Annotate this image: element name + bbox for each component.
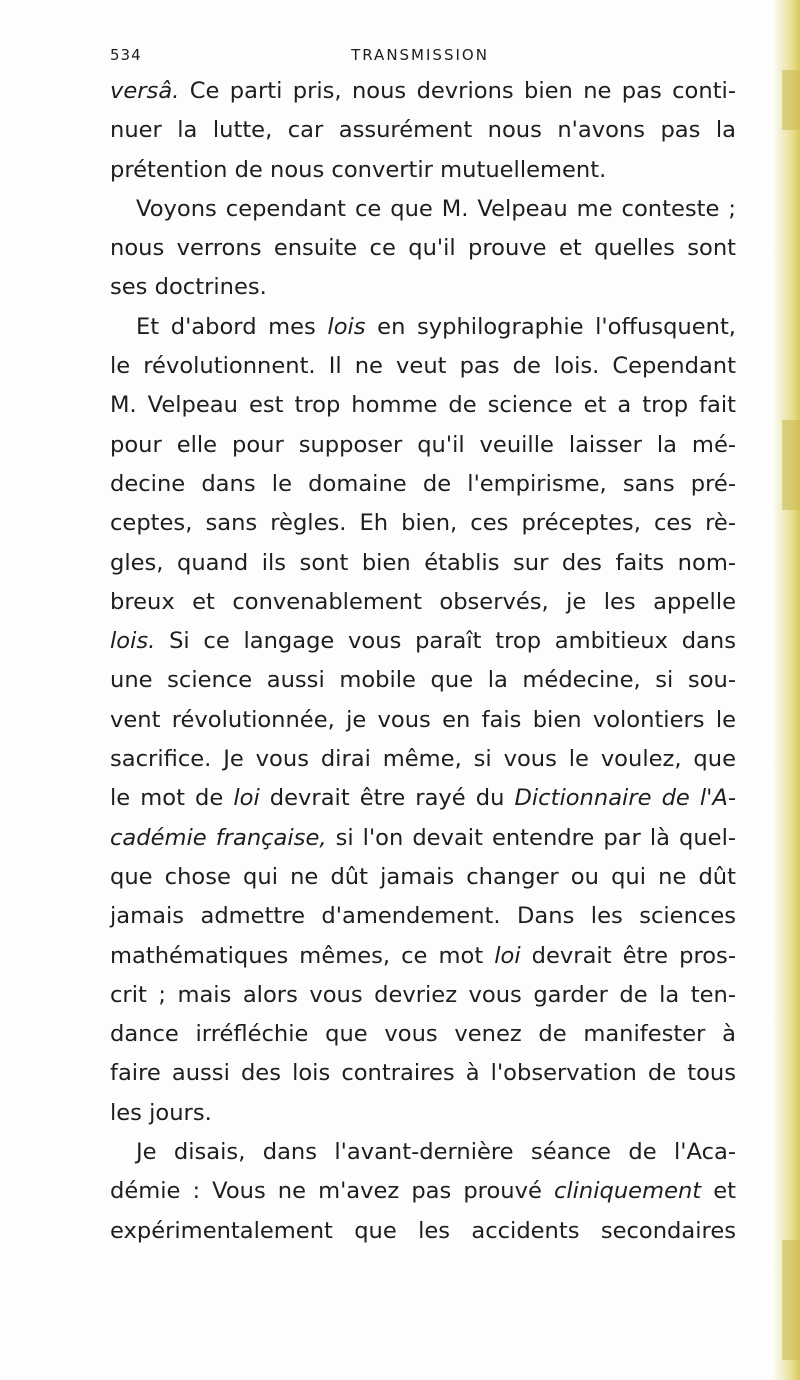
italic-word: lois xyxy=(327,313,366,340)
text-line: Voyons cependant ce que M. Velpeau me conteste ; xyxy=(136,195,736,222)
page-stain xyxy=(782,420,800,510)
body-text xyxy=(110,72,736,1251)
text-line: crit ; mais alors vous devriez vous garder de la ten- xyxy=(110,981,736,1008)
italic-title: Dictionnaire de l'A- xyxy=(514,785,736,812)
text-line: prétention de nous convertir mutuellement. xyxy=(110,156,607,183)
text-line: ceptes, sans règles. Eh bien, ces préceptes, ces rè- xyxy=(110,510,736,537)
page-edge-discoloration xyxy=(772,0,800,1380)
text-line: jamais admettre d'amendement. Dans les sciences xyxy=(110,903,736,930)
text-line: gles, quand ils sont bien établis sur des faits nom- xyxy=(110,549,736,576)
text-line: lois. Si ce langage vous paraît trop ambitieux dans xyxy=(110,628,736,655)
text-line: M. Velpeau est trop homme de science et a trop fait xyxy=(110,392,736,419)
page-stain xyxy=(782,70,800,130)
italic-word: versâ. xyxy=(110,78,180,104)
text-line: sacrifice. Je vous dirai même, si vous le voulez, que xyxy=(110,746,736,773)
text-line: Je disais, dans l'avant-dernière séance de l'Aca- xyxy=(136,1139,736,1166)
italic-word: lois. xyxy=(110,628,156,655)
page-number: 534 xyxy=(110,46,142,64)
text-line: nous verrons ensuite ce qu'il prouve et quelles sont xyxy=(110,235,736,262)
italic-word: cliniquement xyxy=(553,1178,702,1205)
italic-word: loi xyxy=(494,942,521,969)
text-line: les jours. xyxy=(110,1099,212,1126)
text-line: nuer la lutte, car assurément nous n'avons pas la xyxy=(110,117,736,144)
text-line: cadémie française, si l'on devait entendre par là quel- xyxy=(110,824,736,851)
italic-title: cadémie française, xyxy=(110,824,327,851)
text-line: breux et convenablement observés, je les appelle xyxy=(110,588,736,615)
italic-word: loi xyxy=(233,785,260,812)
text-line: une science aussi mobile que la médecine, si sou- xyxy=(110,667,736,694)
page-header xyxy=(110,46,730,68)
text-line: mathématiques mêmes, ce mot loi devrait être pros- xyxy=(110,942,736,969)
page-stain xyxy=(782,1240,800,1360)
text-line: démie : Vous ne m'avez pas prouvé cliniquement et xyxy=(110,1178,736,1205)
text-line: le révolutionnent. Il ne veut pas de lois. Cependant xyxy=(110,353,736,380)
text-line: expérimentalement que les accidents secondaires xyxy=(110,1217,736,1244)
running-head: TRANSMISSION xyxy=(351,46,489,64)
text-line: que chose qui ne dût jamais changer ou qui ne dût xyxy=(110,863,736,890)
text-line: decine dans le domaine de l'empirisme, sans pré- xyxy=(110,470,736,497)
text-line: pour elle pour supposer qu'il veuille laisser la mé- xyxy=(110,431,736,458)
text-line: versâ. Ce parti pris, nous devrions bien ne pas conti- xyxy=(110,78,736,104)
text-line: dance irréfléchie que vous venez de manifester à xyxy=(110,1021,736,1048)
text-line: ses doctrines. xyxy=(110,274,267,301)
text-line: Et d'abord mes lois en syphilographie l'offusquent, xyxy=(136,313,736,340)
text-line: vent révolutionnée, je vous en fais bien volontiers le xyxy=(110,706,736,733)
text-line: le mot de loi devrait être rayé du Dictionnaire de l'A- xyxy=(110,785,736,812)
text-line: faire aussi des lois contraires à l'observation de tous xyxy=(110,1060,736,1087)
